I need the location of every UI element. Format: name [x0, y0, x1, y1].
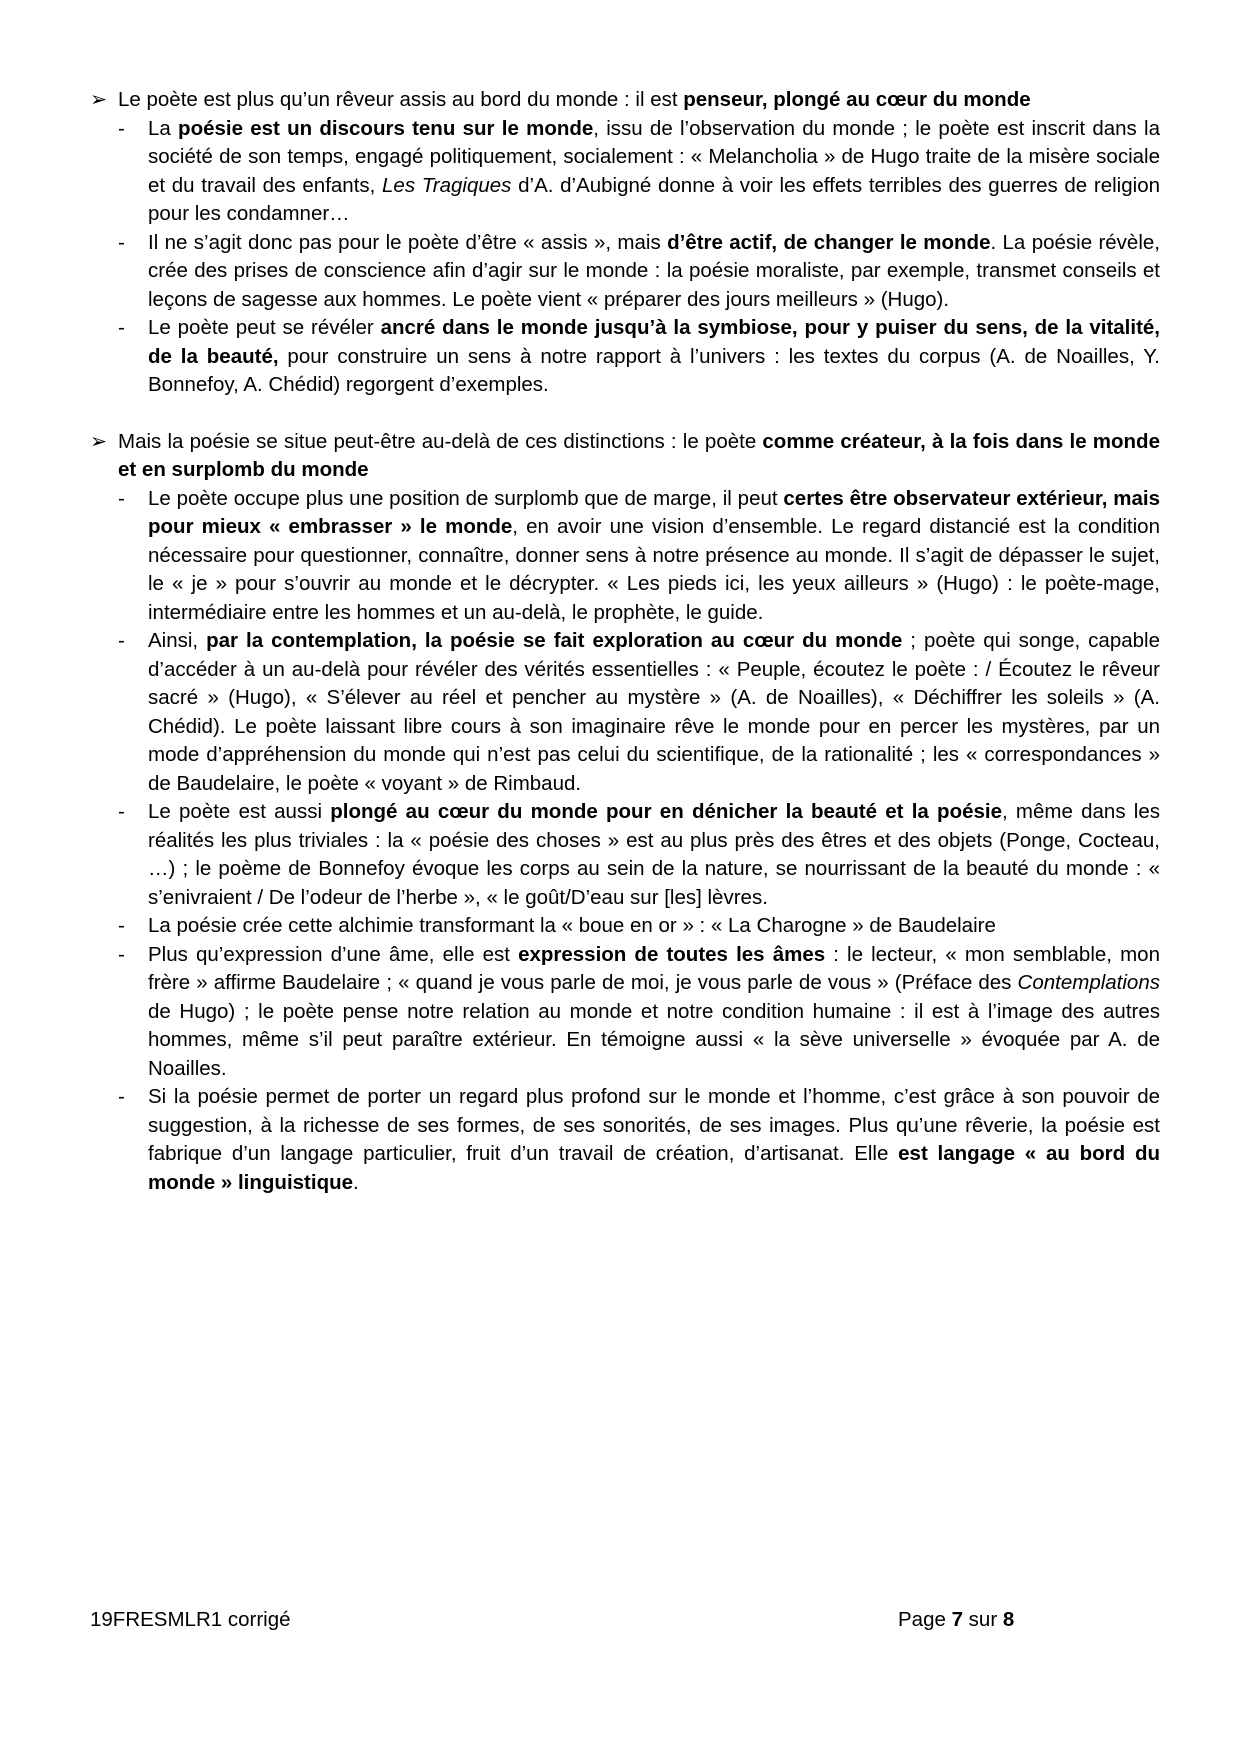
- page-indicator: [898, 1606, 1014, 1635]
- text-run: , même dans les réalités les plus triviales : la « poésie des choses » est au plus près des êtres et des objets (Ponge, Cocteau, …) ; le poème de Bonnefoy évoque les corps au sein de la nature, se nourrissant de la beauté du monde : « s’enivraient / De l’odeur de l’herbe », « le goût/D’eau sur [les] lèvres.: [148, 800, 1161, 909]
- page-number: 7: [951, 1608, 963, 1631]
- sub-point: [90, 314, 1160, 400]
- bold-text: certes être observateur extérieur, mais pour mieux « embrasser » le monde: [148, 486, 1160, 538]
- text-run: , en avoir une vision d’ensemble. Le regard distancié est la condition nécessaire pour questionner, connaître, donner sens à notre présence au monde. Il s’agit de dépasser le sujet, le « je » pour s’ouvrir au monde et le décrypter. « Les pieds ici, les yeux ailleurs » (Hugo) : le poète-mage, intermédiaire entre les hommes et un au-delà, le prophète, le guide.: [148, 515, 1160, 624]
- dash-bullet-icon: -: [118, 1085, 125, 1108]
- arrow-bullet-icon: ➢: [90, 429, 108, 453]
- text-run: pour construire un sens à notre rapport à l’univers : les textes du corpus (A. de Noailles, Y. Bonnefoy, A. Chédid) regorgent d’exemples.: [148, 344, 1161, 396]
- footer-code: 19FRESMLR1 corrigé: [90, 1608, 291, 1631]
- bold-text: ancré dans le monde jusqu’à la symbiose, pour y puiser du sens, de la vitalité, de la beauté,: [148, 316, 1160, 368]
- text-run: . La poésie révèle, crée des prises de conscience afin d’agir sur le monde : la poésie moraliste, par exemple, transmet conseils et leçons de sagesse aux hommes. Le poète vient « préparer des jours meilleurs » (Hugo).: [148, 230, 1160, 311]
- bold-text: est langage « au bord du monde » linguistique: [148, 1142, 1160, 1194]
- bold-text: poésie est un discours tenu sur le monde: [178, 116, 594, 140]
- main-point: [90, 428, 1160, 485]
- text-run: La poésie crée cette alchimie transformant la « boue en or » : « La Charogne » de Baudelaire: [148, 914, 996, 937]
- bold-text: par la contemplation, la poésie se fait exploration au cœur du monde: [206, 629, 903, 652]
- bold-text: plongé au cœur du monde pour en dénicher la beauté et la poésie: [330, 800, 1002, 823]
- dash-bullet-icon: -: [118, 800, 125, 823]
- sub-point: [90, 798, 1160, 912]
- sub-point: [90, 115, 1160, 229]
- text-run: d’A. d’Aubigné donne à voir les effets terribles des guerres de religion pour les condamner…: [148, 173, 1160, 225]
- sub-point: [90, 485, 1160, 628]
- dash-bullet-icon: -: [118, 486, 125, 510]
- sub-point: [90, 912, 1160, 941]
- text-run: La: [148, 116, 179, 140]
- main-point: [90, 86, 1160, 115]
- text-run: , issu de l’observation du monde ; le poète est inscrit dans la société de son temps, engagé politiquement, socialement : « Melancholia » de Hugo traite de la misère sociale et du travail des enfants,: [148, 116, 1160, 197]
- page-total: 8: [1002, 1608, 1015, 1631]
- dash-bullet-icon: -: [118, 116, 125, 140]
- dash-bullet-icon: -: [118, 316, 125, 339]
- page-word: Page: [898, 1608, 952, 1631]
- italic-title: Les Tragiques: [382, 173, 512, 197]
- text-run: : le lecteur, « mon semblable, mon frère » affirme Baudelaire ; « quand je vous parle de moi, je vous parle de vous » (Préface des: [148, 942, 1160, 994]
- dash-bullet-icon: -: [118, 230, 125, 254]
- text-run: Ainsi,: [148, 629, 207, 652]
- text-run: Le poète occupe plus une position de surplomb que de marge, il peut: [148, 486, 784, 510]
- arrow-bullet-icon: ➢: [90, 88, 108, 111]
- sub-point: [90, 1083, 1160, 1197]
- bold-text: expression de toutes les âmes: [518, 942, 826, 966]
- section-gap: [90, 400, 1160, 428]
- text-run: Si la poésie permet de porter un regard plus profond sur le monde et l’homme, c’est grâce à son pouvoir de suggestion, à la richesse de ses formes, de ses sonorités, de ses images. Plus qu’une rêverie, la poésie est fabrique d’un langage particulier, fruit d’un travail de création, d’artisanat. Elle: [148, 1085, 1160, 1165]
- text-run: Il ne s’agit donc pas pour le poète d’être « assis », mais: [148, 230, 668, 254]
- italic-title: Contemplations: [1017, 971, 1160, 994]
- bold-text: penseur, plongé au cœur du monde: [683, 88, 1031, 111]
- bold-text: comme créateur, à la fois dans le monde et en surplomb du monde: [118, 429, 1160, 481]
- dash-bullet-icon: -: [118, 629, 125, 652]
- text-run: Plus qu’expression d’une âme, elle est: [148, 942, 519, 966]
- page-of-word: sur: [962, 1608, 1003, 1631]
- text-run: .: [353, 1170, 359, 1194]
- text-run: Mais la poésie se situe peut-être au-delà de ces distinctions : le poète: [118, 429, 763, 453]
- sub-point: [90, 627, 1160, 798]
- text-run: ; poète qui songe, capable d’accéder à un au-delà pour révéler des vérités essentielles : « Peuple, écoutez le poète : / Écoutez le rêveur sacré » (Hugo), « S’élever au réel et pencher au mystère » (A. de Noailles), « Déchiffrer les soleils » (A. Chédid). Le poète laissant libre cours à son imaginaire rêve le monde pour en percer les mystères, par un mode d’appréhension du monde qui n’est pas celui du scientifique, de la rationalité ; les « correspondances » de Baudelaire, le poète « voyant » de Rimbaud.: [148, 629, 1160, 795]
- text-run: de Hugo) ; le poète pense notre relation au monde et notre condition humaine : il est à l’image des autres hommes, même s’il peut paraître extérieur. En témoigne aussi « la sève universelle » évoquée par A. de Noailles.: [148, 999, 1160, 1080]
- text-run: Le poète peut se révéler: [148, 316, 381, 339]
- dash-bullet-icon: -: [118, 914, 125, 937]
- text-run: Le poète est plus qu’un rêveur assis au bord du monde : il est: [118, 88, 684, 111]
- sub-point: [90, 229, 1160, 315]
- dash-bullet-icon: -: [118, 942, 125, 966]
- text-run: Le poète est aussi: [148, 800, 331, 823]
- bold-text: d’être actif, de changer le monde: [667, 230, 991, 254]
- sub-point: [90, 941, 1160, 1084]
- document-body: [90, 86, 1160, 1197]
